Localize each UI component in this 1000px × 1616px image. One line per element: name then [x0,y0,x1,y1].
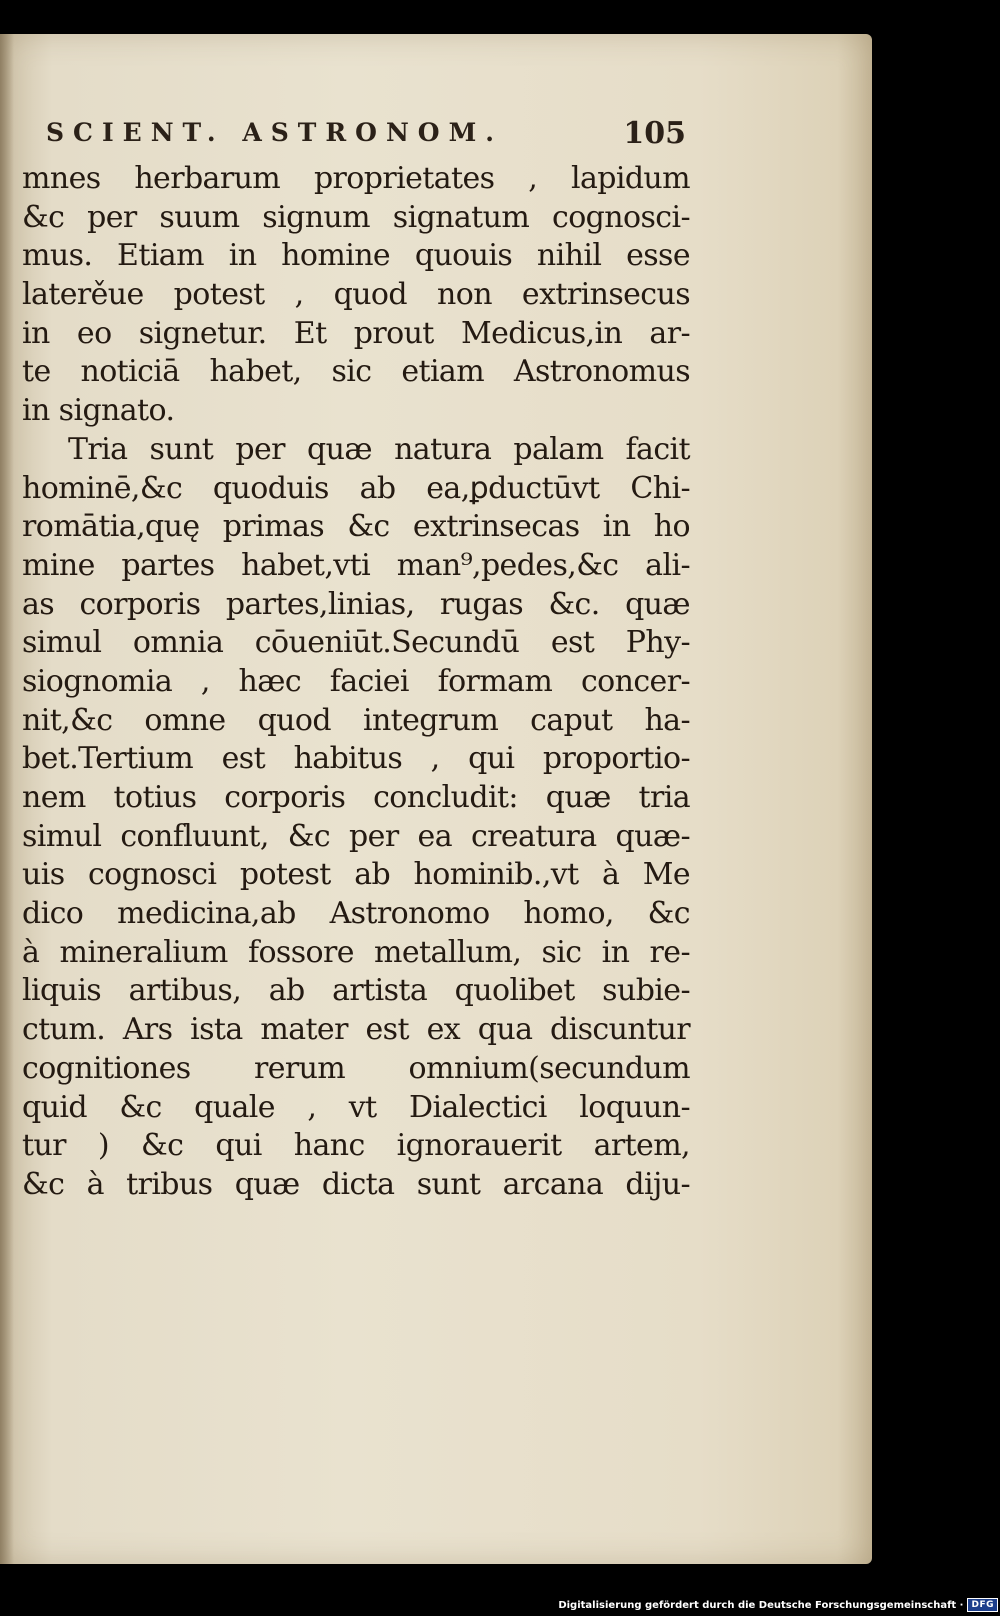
text-line: cognitiones rerum omnium(secundum [22,1050,690,1086]
text-line: mnes herbarum proprietates , lapidum [22,161,690,196]
text-line: &c per suum signum signatum cognosci- [22,199,690,235]
text-line: uis cognosci potest ab hominib.,vt à Me [22,857,690,893]
running-head [46,118,686,162]
dfg-logo-icon: DFG [967,1598,998,1612]
digitization-credit [558,1596,1000,1614]
body-text [22,160,690,1205]
text-line: laterěue potest , quod non extrinsecus [22,277,690,313]
text-line: nit,&c omne quod integrum caput ha- [22,702,690,738]
page-number: 105 [623,116,686,151]
text-line: à mineralium fossore metallum, sic in re- [22,934,690,970]
text-line: mus. Etiam in homine quouis nihil esse [22,238,690,274]
text-line: Tria sunt per quæ natura palam facit [68,431,690,467]
text-line: bet.Tertium est habitus , qui proportio- [22,741,690,777]
page-gutter-shadow [0,34,14,1564]
text-line: nem totius corporis concludit: quæ tria [22,780,690,815]
text-line: te noticiā habet, sic etiam Astronomus [22,354,690,390]
text-line: romātia,quę primas &c extrinsecas in ho [22,509,690,545]
text-line: ctum. Ars ista mater est ex qua discuntur [22,1012,690,1048]
text-line: as corporis partes,linias, rugas &c. quæ [22,586,690,622]
text-line: siognomia , hæc faciei formam concer- [22,663,690,699]
text-line: simul omnia cōueniūt.Secundū est Phy- [22,625,690,661]
credit-text: Digitalisierung gefördert durch die Deutsche Forschungsgemeinschaft · [558,1599,964,1611]
running-head-title: SCIENT. ASTRONOM. [46,118,503,147]
text-line: quid &c quale , vt Dialectici loquun- [22,1089,690,1125]
text-line: mine partes habet,vti man⁹,pedes,&c ali- [22,547,690,583]
text-line: simul confluunt, &c per ea creatura quæ- [22,818,690,854]
text-line: tur ) &c qui hanc ignorauerit artem, [22,1128,690,1164]
text-line: hominē,&c quoduis ab ea,ꝑductūvt Chi- [22,470,690,506]
text-line: liquis artibus, ab artista quolibet subie- [22,973,690,1009]
text-line: &c à tribus quæ dicta sunt arcana diju- [22,1166,690,1202]
text-line: dico medicina,ab Astronomo homo, &c [22,896,690,932]
text-line: in signato. [22,393,175,429]
text-line: in eo signetur. Et prout Medicus,in ar- [22,315,690,351]
